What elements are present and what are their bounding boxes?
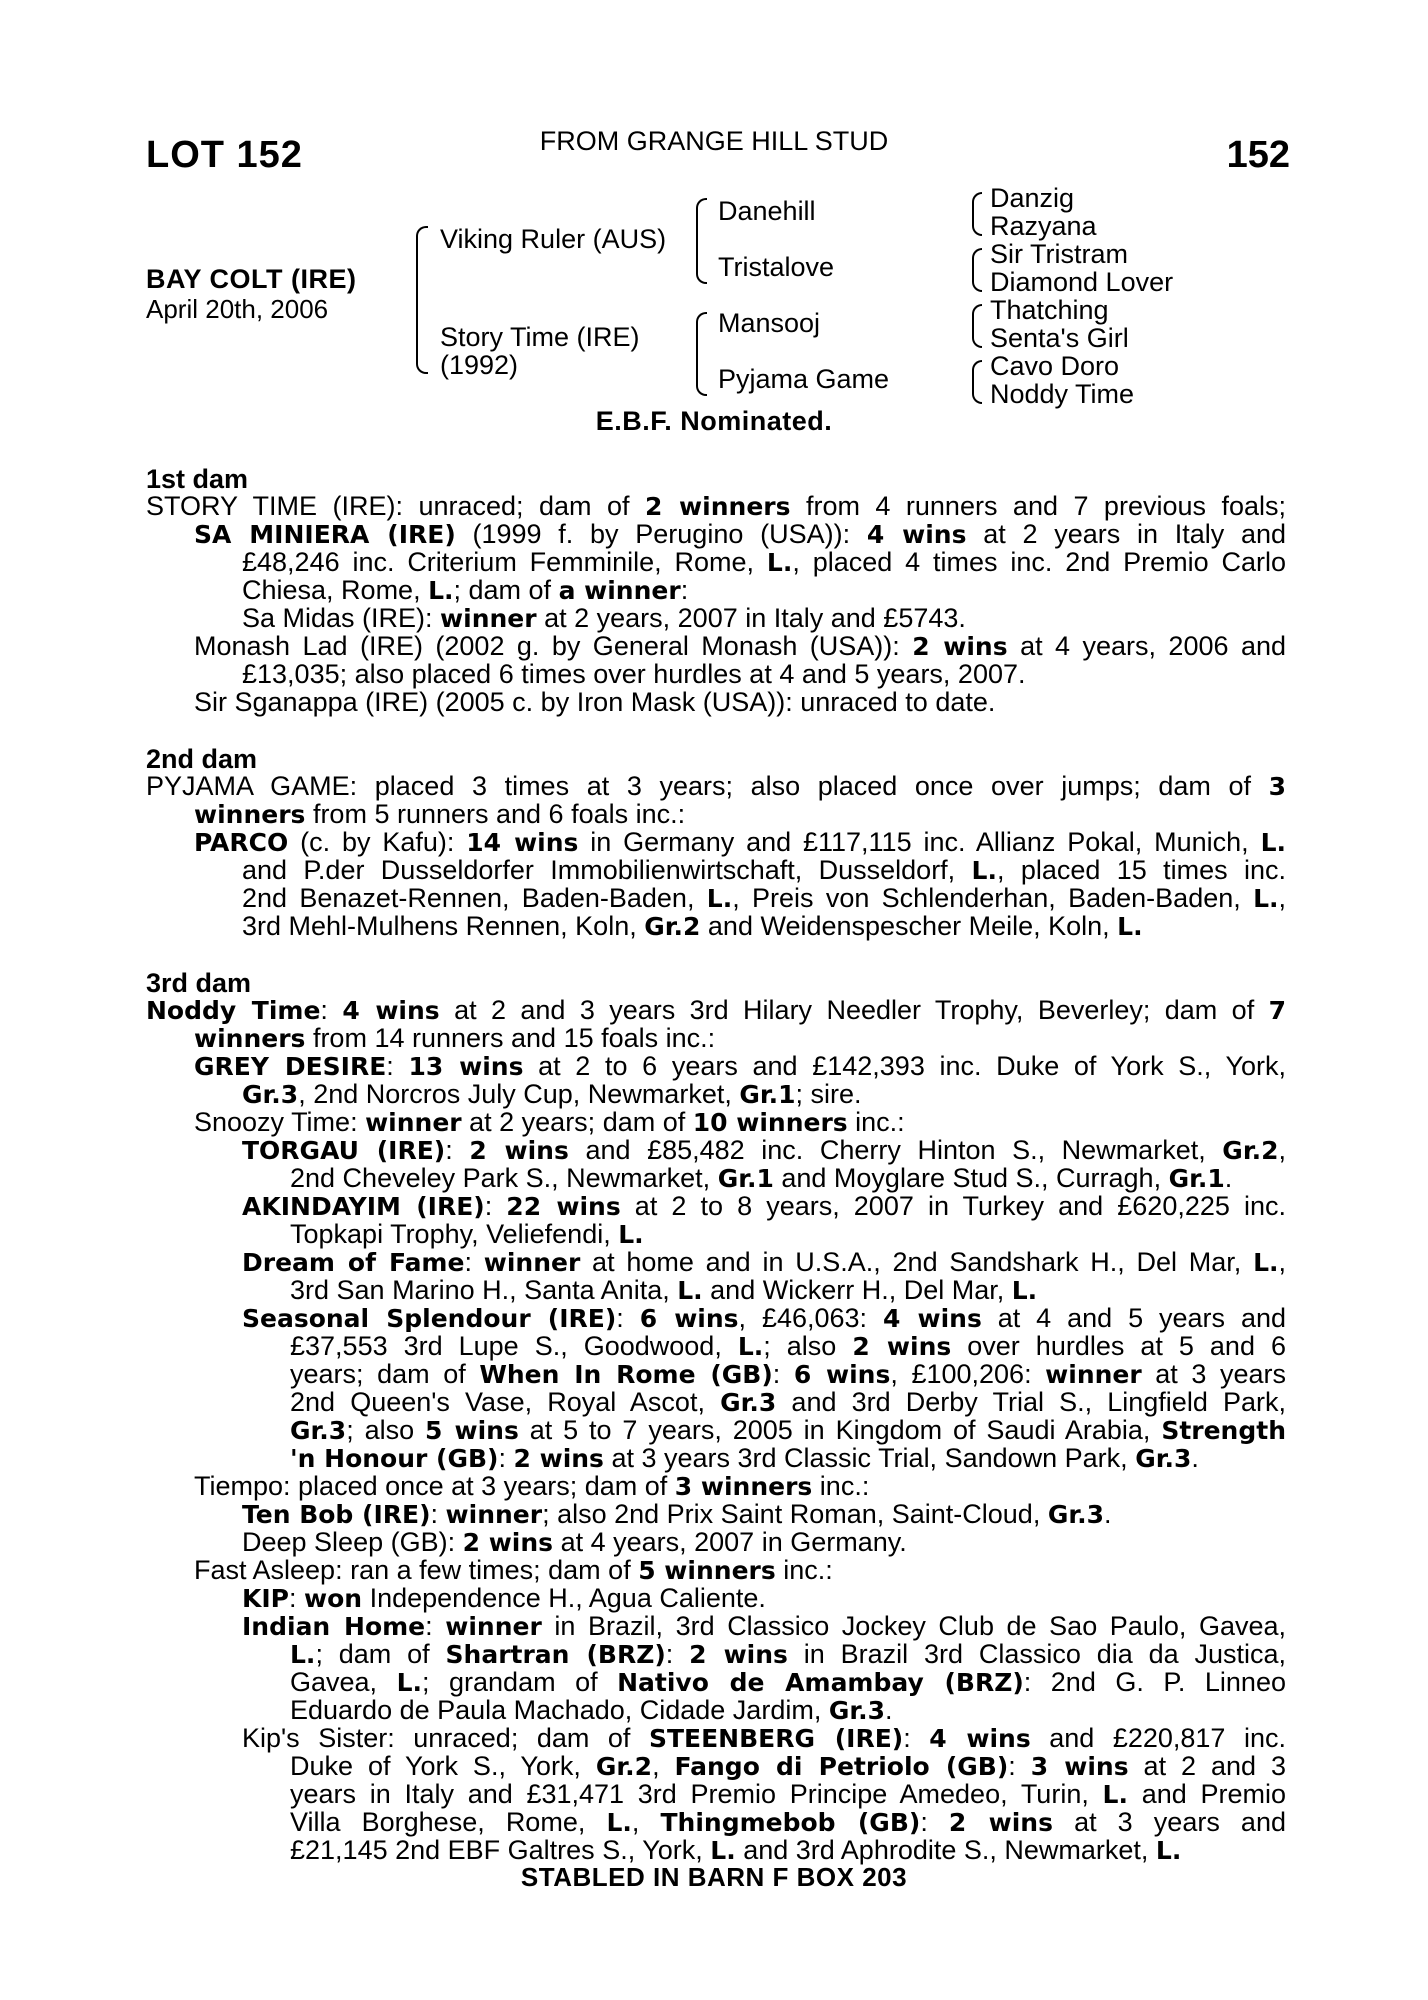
text-line: Duke of York S., York, Gr.2, Fango di Petriolo (GB): 3 wins at 2 and 3 — [290, 1751, 1286, 1781]
text-line: STORY TIME (IRE): unraced; dam of 2 winners from 4 runners and 7 previous foals; — [146, 491, 1286, 521]
text-line: Seasonal Splendour (IRE): 6 wins, £46,063: 4 wins at 4 and 5 years and — [242, 1303, 1286, 1333]
text-line: Indian Home: winner in Brazil, 3rd Classico Jockey Club de Sao Paulo, Gavea, — [242, 1611, 1286, 1641]
consignor: FROM GRANGE HILL STUD — [539, 126, 889, 156]
text-line: Gr.3, 2nd Norcros July Cup, Newmarket, Gr.1; sire. — [242, 1079, 862, 1109]
text-line: 2nd Benazet-Rennen, Baden-Baden, L., Preis von Schlenderhan, Baden-Baden, L., — [242, 883, 1287, 913]
pedigree-g3-4: Diamond Lover — [990, 267, 1174, 297]
text-line: winners from 14 runners and 15 foals inc.: — [194, 1023, 716, 1053]
text-line: AKINDAYIM (IRE): 22 wins at 2 to 8 years, 2007 in Turkey and £620,225 inc. — [242, 1191, 1286, 1221]
text-line: Snoozy Time: winner at 2 years; dam of 10 winners inc.: — [194, 1107, 905, 1137]
text-line: Noddy Time: 4 wins at 2 and 3 years 3rd Hilary Needler Trophy, Beverley; dam of 7 — [146, 995, 1286, 1025]
text-line: Monash Lad (IRE) (2002 g. by General Monash (USA)): 2 wins at 4 years, 2006 and — [194, 631, 1286, 661]
pedigree-g3-6: Senta's Girl — [990, 323, 1129, 353]
section-heading-1st-dam: 1st dam — [146, 464, 249, 494]
pedigree-dam-year: (1992) — [440, 350, 519, 380]
text-line: Ten Bob (IRE): winner; also 2nd Prix Saint Roman, Saint-Cloud, Gr.3. — [242, 1499, 1112, 1529]
text-line: Fast Asleep: ran a few times; dam of 5 winners inc.: — [194, 1555, 833, 1585]
text-line: Kip's Sister: unraced; dam of STEENBERG (IRE): 4 wins and £220,817 inc. — [242, 1723, 1286, 1753]
text-line: £21,145 2nd EBF Galtres S., York, L. and 3rd Aphrodite S., Newmarket, L. — [290, 1835, 1182, 1865]
text-line: Topkapi Trophy, Veliefendi, L. — [290, 1219, 644, 1249]
text-line: PYJAMA GAME: placed 3 times at 3 years; also placed once over jumps; dam of 3 — [146, 771, 1286, 801]
horse-name: BAY COLT (IRE) — [146, 264, 357, 294]
pedigree-brace-g3-1 — [972, 192, 982, 236]
pedigree-g3-3: Sir Tristram — [990, 239, 1128, 269]
pedigree-sire-dam: Tristalove — [718, 252, 835, 282]
third-dam-text — [146, 996, 1286, 1864]
stabling-note: STABLED IN BARN F BOX 203 — [520, 1862, 908, 1892]
text-line: Sir Sganappa (IRE) (2005 c. by Iron Mask (USA)): unraced to date. — [194, 687, 996, 717]
text-line: GREY DESIRE: 13 wins at 2 to 6 years and £142,393 inc. Duke of York S., York, — [194, 1051, 1286, 1081]
text-line: 2nd Cheveley Park S., Newmarket, Gr.1 and Moyglare Stud S., Curragh, Gr.1. — [290, 1163, 1233, 1193]
pedigree-g3-1: Danzig — [990, 183, 1075, 213]
pedigree-brace-g3-2 — [972, 248, 982, 292]
pedigree-brace-g3-4 — [972, 360, 982, 404]
text-line: Eduardo de Paula Machado, Cidade Jardim, Gr.3. — [290, 1695, 893, 1725]
pedigree-dam-sire: Mansooj — [718, 308, 821, 338]
foaling-date: April 20th, 2006 — [146, 294, 329, 324]
text-line: Dream of Fame: winner at home and in U.S.A., 2nd Sandshark H., Del Mar, L., — [242, 1247, 1287, 1277]
text-line: KIP: won Independence H., Agua Caliente. — [242, 1583, 766, 1613]
text-line: £48,246 inc. Criterium Femminile, Rome, L., placed 4 times inc. 2nd Premio Carlo — [242, 547, 1286, 577]
text-line: Gr.3; also 5 wins at 5 to 7 years, 2005 in Kingdom of Saudi Arabia, Strength — [290, 1415, 1286, 1445]
text-line: winners from 5 runners and 6 foals inc.: — [194, 799, 686, 829]
pedigree-g3-5: Thatching — [990, 295, 1109, 325]
pedigree-g3-7: Cavo Doro — [990, 351, 1120, 381]
text-line: 3rd Mehl-Mulhens Rennen, Koln, Gr.2 and Weidenspescher Meile, Koln, L. — [242, 911, 1143, 941]
pedigree-g3-2: Razyana — [990, 211, 1097, 241]
lot-number: 152 — [1226, 134, 1290, 176]
text-line: £13,035; also placed 6 times over hurdles at 4 and 5 years, 2007. — [242, 659, 1026, 689]
ebf-nominated: E.B.F. Nominated. — [595, 406, 833, 436]
text-line: TORGAU (IRE): 2 wins and £85,482 inc. Cherry Hinton S., Newmarket, Gr.2, — [242, 1135, 1286, 1165]
text-line: Gavea, L.; grandam of Nativo de Amambay (BRZ): 2nd G. P. Linneo — [290, 1667, 1286, 1697]
text-line: Chiesa, Rome, L.; dam of a winner: — [242, 575, 689, 605]
text-line: Sa Midas (IRE): winner at 2 years, 2007 in Italy and £5743. — [242, 603, 966, 633]
text-line: PARCO (c. by Kafu): 14 wins in Germany and £117,115 inc. Allianz Pokal, Munich, L. — [194, 827, 1286, 857]
pedigree-dam: Story Time (IRE) — [440, 322, 640, 352]
pedigree-sire: Viking Ruler (AUS) — [440, 224, 667, 254]
text-line: 3rd San Marino H., Santa Anita, L. and Wickerr H., Del Mar, L. — [290, 1275, 1038, 1305]
pedigree-g3-8: Noddy Time — [990, 379, 1135, 409]
text-line: L.; dam of Shartran (BRZ): 2 wins in Brazil 3rd Classico dia da Justica, — [290, 1639, 1286, 1669]
text-line: Villa Borghese, Rome, L., Thingmebob (GB): 2 wins at 3 years and — [290, 1807, 1286, 1837]
text-line: and P.der Dusseldorfer Immobilienwirtschaft, Dusseldorf, L., placed 15 times inc. — [242, 855, 1286, 885]
pedigree-dam-dam: Pyjama Game — [718, 364, 890, 394]
lot-label: LOT 152 — [146, 134, 303, 176]
text-line: SA MINIERA (IRE) (1999 f. by Perugino (USA)): 4 wins at 2 years in Italy and — [194, 519, 1286, 549]
section-heading-3rd-dam: 3rd dam — [146, 968, 252, 998]
text-line: years; dam of When In Rome (GB): 6 wins, £100,206: winner at 3 years — [290, 1359, 1286, 1389]
first-dam-text — [146, 492, 1286, 716]
pedigree-brace-sire — [696, 198, 707, 284]
pedigree-brace-dam — [696, 312, 707, 396]
pedigree-brace-g3-3 — [972, 304, 982, 348]
second-dam-text — [146, 772, 1286, 940]
text-line: 'n Honour (GB): 2 wins at 3 years 3rd Classic Trial, Sandown Park, Gr.3. — [290, 1443, 1199, 1473]
text-line: Deep Sleep (GB): 2 wins at 4 years, 2007 in Germany. — [242, 1527, 907, 1557]
text-line: £37,553 3rd Lupe S., Goodwood, L.; also 2 wins over hurdles at 5 and 6 — [290, 1331, 1286, 1361]
text-line: years in Italy and £31,471 3rd Premio Principe Amedeo, Turin, L. and Premio — [290, 1779, 1286, 1809]
pedigree-brace-main — [416, 226, 428, 374]
pedigree-sire-sire: Danehill — [718, 196, 816, 226]
text-line: Tiempo: placed once at 3 years; dam of 3 winners inc.: — [194, 1471, 870, 1501]
text-line: 2nd Queen's Vase, Royal Ascot, Gr.3 and 3rd Derby Trial S., Lingfield Park, — [290, 1387, 1286, 1417]
section-heading-2nd-dam: 2nd dam — [146, 744, 258, 774]
